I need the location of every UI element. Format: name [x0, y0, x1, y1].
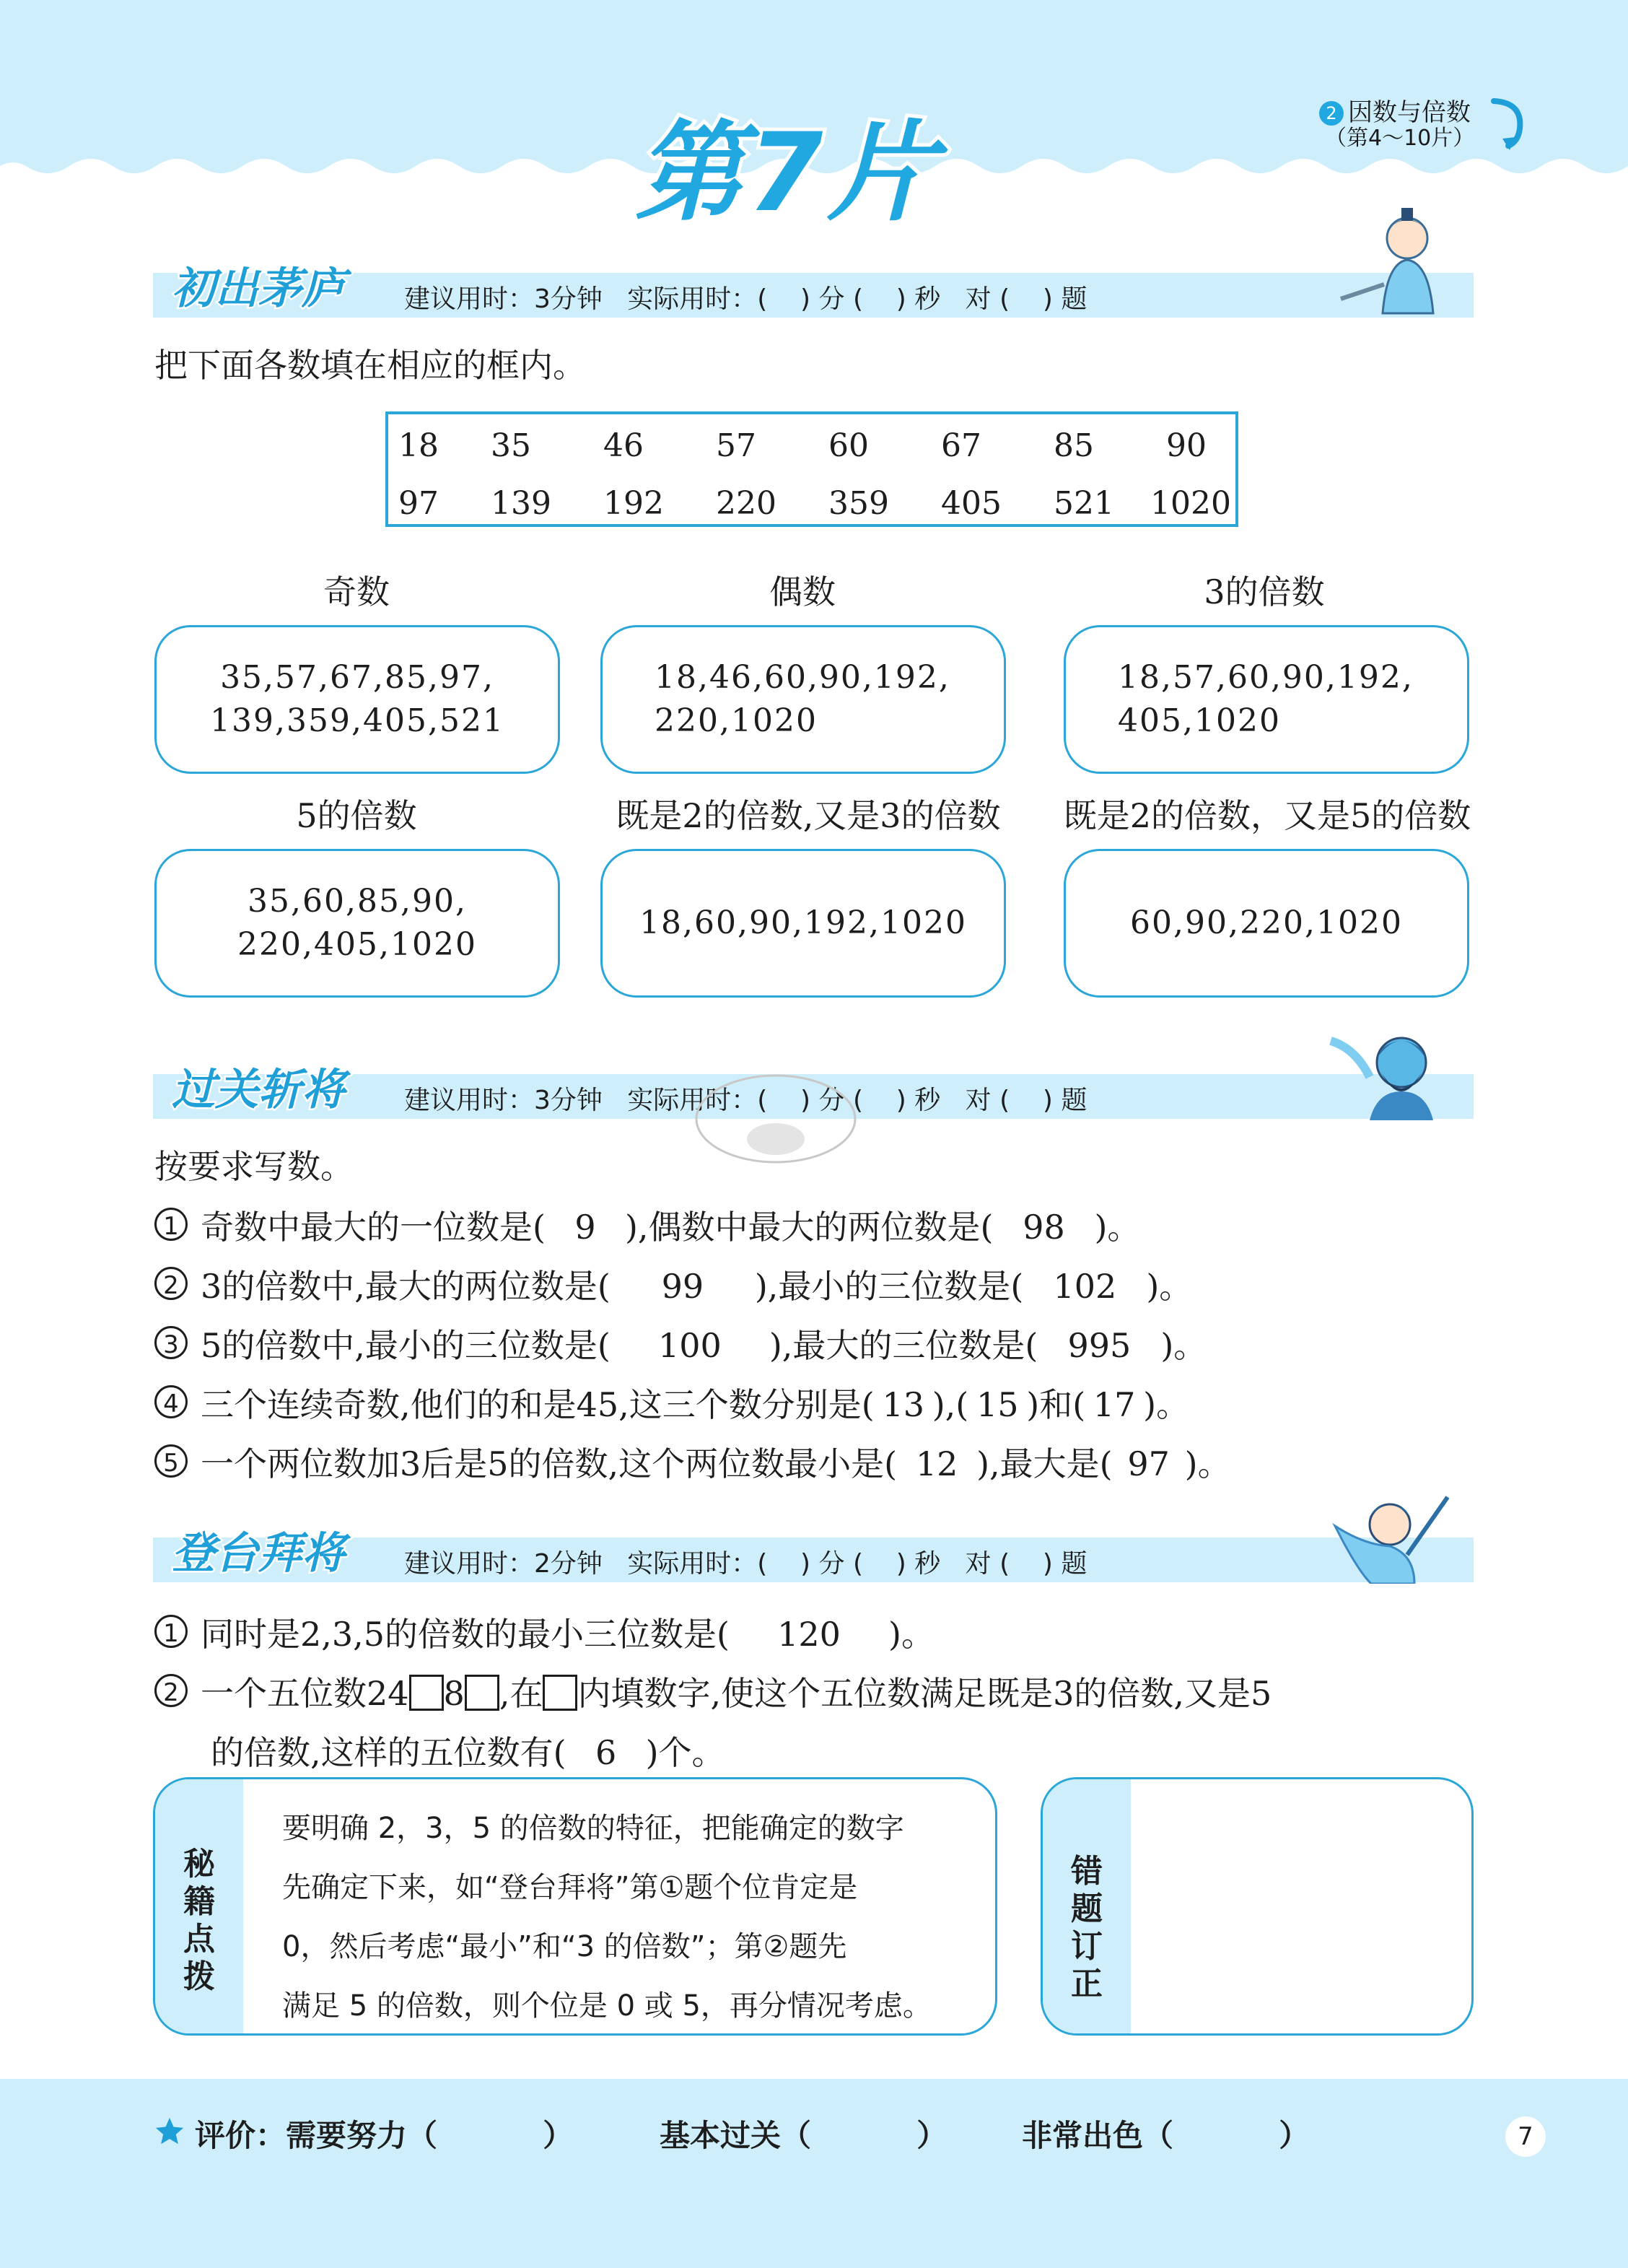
- question-number-icon: 1: [154, 1208, 188, 1241]
- s3-question-2: 2 一个五位数24 8 ,在 内填数字,使这个五位数满足既是3的倍数,又是5: [154, 1667, 1272, 1715]
- unit-name: 因数与倍数: [1348, 98, 1471, 127]
- section1-instruction: 把下面各数填在相应的框内。: [154, 346, 586, 385]
- category-box-odd[interactable]: [154, 625, 560, 774]
- tip-line: 要明确 2，3，5 的倍数的特征，把能确定的数字: [282, 1812, 904, 1845]
- question-number-icon: 5: [154, 1444, 188, 1478]
- answer-blank[interactable]: 100: [657, 1326, 722, 1365]
- category-label-multiple-3: 3的倍数: [1204, 572, 1325, 611]
- category-label-multiple-2-and-3: 既是2的倍数,又是3的倍数: [616, 796, 1001, 835]
- digit-box[interactable]: [409, 1675, 444, 1711]
- question-number-icon: 1: [154, 1615, 188, 1648]
- page-title: 第7片: [635, 110, 940, 236]
- section2-instruction: 按要求写数。: [154, 1147, 354, 1186]
- answer-blank[interactable]: 98: [1023, 1208, 1065, 1247]
- answer-blank[interactable]: 9: [574, 1208, 596, 1247]
- number-cell: 85: [1054, 427, 1094, 464]
- tip-line: 先确定下来，如“登台拜将”第①题个位肯定是: [282, 1871, 858, 1904]
- number-cell: 97: [398, 485, 439, 522]
- category-answer-line: 35,60,85,90,: [248, 883, 467, 920]
- category-box-multiple-2-and-5[interactable]: [1064, 849, 1469, 998]
- question-number-icon: 4: [154, 1385, 188, 1418]
- s3-question-2-cont: 的倍数,这样的五位数有( 6 )个。: [211, 1733, 725, 1772]
- category-box-multiple-5[interactable]: [154, 849, 560, 998]
- number-box: [385, 411, 1238, 527]
- star-icon: [153, 2115, 186, 2148]
- s3-question-1: 1 同时是2,3,5的倍数的最小三位数是( 120 )。: [154, 1608, 935, 1656]
- section1-title: 初出茅庐: [172, 263, 345, 314]
- answer-blank[interactable]: 102: [1053, 1267, 1117, 1306]
- s2-question-3: 3 5的倍数中,最小的三位数是( 100 ),最大的三位数是( 995 )。: [154, 1320, 1207, 1367]
- page-number: 7: [1505, 2116, 1546, 2157]
- section2-title: 过关斩将: [172, 1065, 345, 1115]
- number-cell: 18: [398, 427, 439, 464]
- evaluation-basic-pass[interactable]: 基本过关（ ）: [660, 2118, 948, 2153]
- unit-number-icon: 2: [1319, 101, 1344, 126]
- number-cell: 60: [828, 427, 869, 464]
- answer-blank[interactable]: 17: [1093, 1385, 1136, 1424]
- category-answer-line: 18,46,60,90,192,: [655, 659, 950, 696]
- tip-box: [153, 1777, 997, 2036]
- scholar-character-icon: [1326, 205, 1449, 318]
- category-label-odd: 奇数: [323, 572, 390, 611]
- tip-line: 0，然后考虑“最小”和“3 的倍数”；第②题先: [282, 1930, 847, 1963]
- digit-box: [543, 1675, 577, 1711]
- number-cell: 67: [941, 427, 981, 464]
- number-cell: 35: [491, 427, 531, 464]
- category-answer-line: 220,1020: [655, 702, 818, 739]
- answer-blank[interactable]: 99: [661, 1267, 704, 1306]
- unit-range: （第4～10片）: [1325, 126, 1475, 151]
- s2-question-5: 5 一个两位数加3后是5的倍数,这个两位数最小是( 12 ),最大是( 97 )。: [154, 1438, 1231, 1486]
- section2-info: 建议用时：3分钟 实际用时：( ) 分 ( ) 秒 对 ( ) 题: [404, 1086, 1087, 1115]
- correction-box[interactable]: [1041, 1777, 1474, 2036]
- s2-question-4: 4 三个连续奇数,他们的和是45,这三个数分别是( 13 ),( 15 )和( 17 )。: [154, 1379, 1189, 1426]
- category-label-multiple-5: 5的倍数: [296, 796, 417, 835]
- section1-info: 建议用时：3分钟 实际用时：( ) 分 ( ) 秒 对 ( ) 题: [404, 284, 1087, 314]
- answer-blank[interactable]: 120: [777, 1615, 841, 1654]
- category-answer-line: 18,57,60,90,192,: [1118, 659, 1414, 696]
- question-number-icon: 2: [154, 1267, 188, 1300]
- answer-blank[interactable]: 15: [976, 1385, 1019, 1424]
- question-number-icon: 3: [154, 1326, 188, 1359]
- category-answer-line: 139,359,405,521: [210, 702, 504, 739]
- number-cell: 192: [603, 485, 664, 522]
- tip-label: 秘籍点拨: [183, 1846, 215, 1995]
- general-character-icon: [1326, 1019, 1449, 1120]
- number-cell: 90: [1166, 427, 1207, 464]
- number-cell: 57: [716, 427, 756, 464]
- number-cell: 405: [941, 485, 1002, 522]
- number-cell: 1020: [1150, 485, 1231, 522]
- tip-line: 满足 5 的倍数，则个位是 0 或 5，再分情况考虑。: [282, 1989, 932, 2023]
- answer-blank[interactable]: 13: [882, 1385, 924, 1424]
- footer-band: [0, 2079, 1628, 2268]
- number-cell: 521: [1054, 485, 1114, 522]
- s2-question-2: 2 3的倍数中,最大的两位数是( 99 ),最小的三位数是( 102 )。: [154, 1260, 1192, 1308]
- watermark-stamp: [686, 1068, 866, 1169]
- answer-blank[interactable]: 6: [595, 1733, 617, 1772]
- category-label-multiple-2-and-5: 既是2的倍数，又是5的倍数: [1063, 796, 1471, 835]
- category-label-even: 偶数: [769, 572, 836, 611]
- s2-question-1: 1 奇数中最大的一位数是( 9 ),偶数中最大的两位数是( 98 )。: [154, 1201, 1140, 1249]
- answer-blank[interactable]: 995: [1067, 1326, 1132, 1365]
- answer-blank[interactable]: 97: [1127, 1444, 1170, 1483]
- category-answer-line: 220,405,1020: [237, 926, 477, 963]
- section3-title: 登台拜将: [172, 1528, 345, 1579]
- category-answer-line: 18,60,90,192,1020: [639, 904, 967, 941]
- category-answer-line: 60,90,220,1020: [1130, 904, 1403, 941]
- category-box-even[interactable]: [600, 625, 1006, 774]
- section3-info: 建议用时：2分钟 实际用时：( ) 分 ( ) 秒 对 ( ) 题: [404, 1549, 1087, 1579]
- category-box-multiple-2-and-3[interactable]: [600, 849, 1006, 998]
- digit-box[interactable]: [465, 1675, 499, 1711]
- category-box-multiple-3[interactable]: [1064, 625, 1469, 774]
- number-cell: 359: [828, 485, 889, 522]
- evaluation-needs-effort[interactable]: 评价：需要努力（ ）: [195, 2118, 574, 2153]
- category-answer-line: 35,57,67,85,97,: [220, 659, 494, 696]
- question-number-icon: 2: [154, 1674, 188, 1707]
- answer-blank[interactable]: 12: [915, 1444, 958, 1483]
- category-answer-line: 405,1020: [1118, 702, 1281, 739]
- warrior-character-icon: [1321, 1483, 1450, 1584]
- number-cell: 139: [491, 485, 551, 522]
- number-cell: 220: [716, 485, 776, 522]
- number-cell: 46: [603, 427, 644, 464]
- correction-label: 错题订正: [1071, 1853, 1103, 2002]
- evaluation-excellent[interactable]: 非常出色（ ）: [1022, 2118, 1310, 2153]
- hook-arrow-icon: [1487, 95, 1530, 153]
